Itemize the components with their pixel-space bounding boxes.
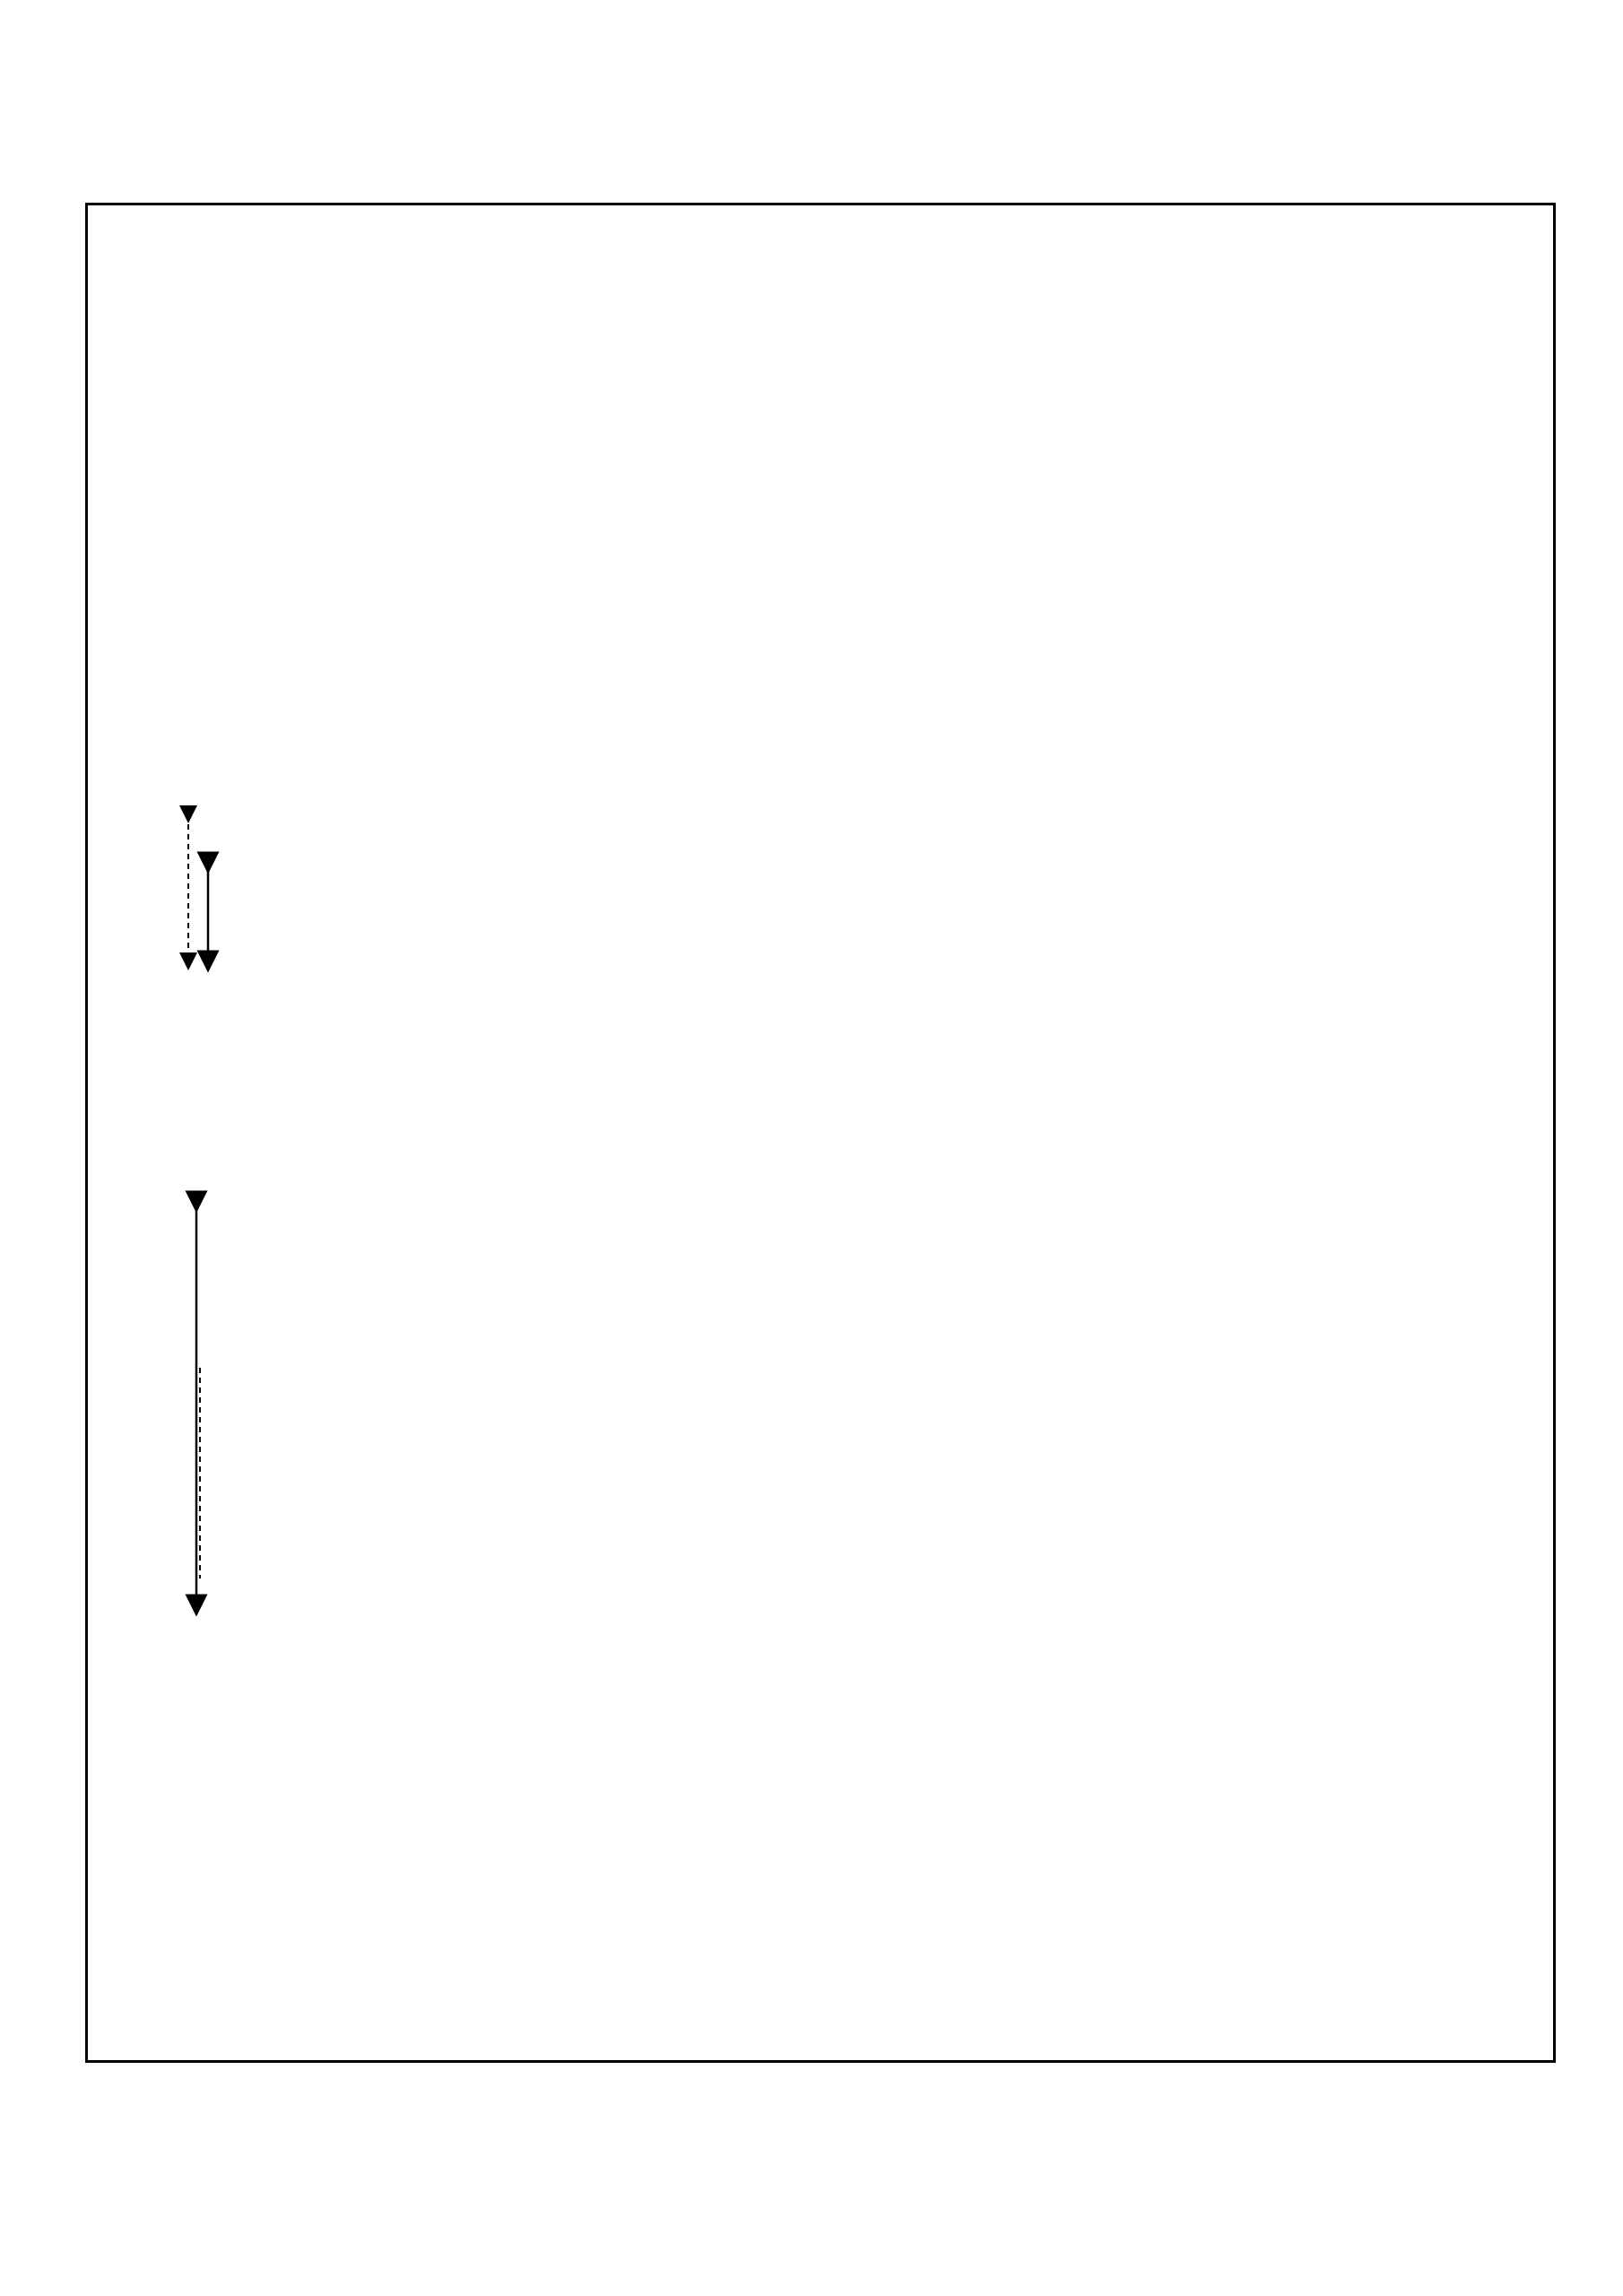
schedule-table: [85, 203, 1556, 2063]
